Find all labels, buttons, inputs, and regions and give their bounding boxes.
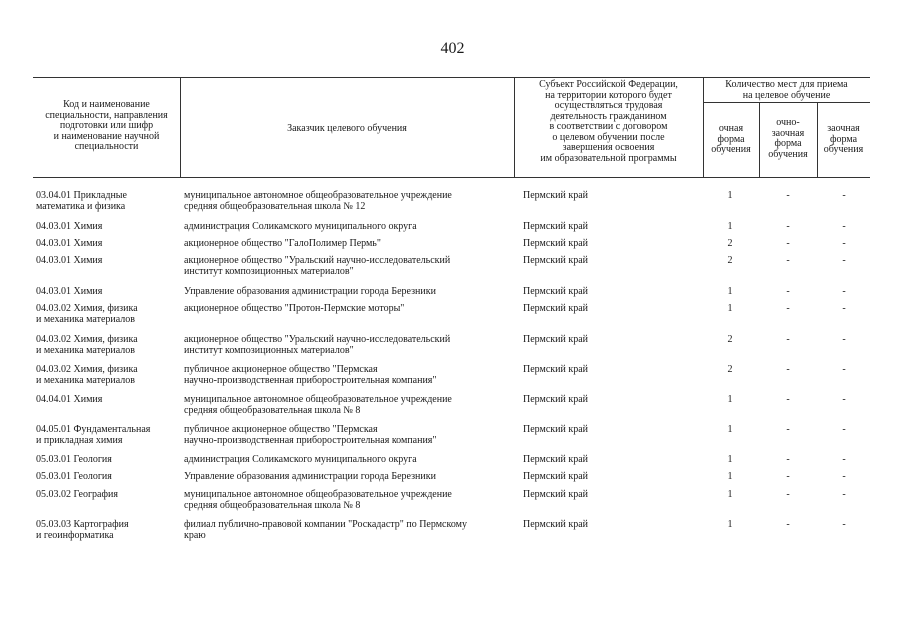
region-cell: Пермский край [523,519,588,530]
header-part-time: очно- заочная форма обучения [768,117,808,160]
part-time-count: - [786,471,790,482]
customer-cell: акционерное общество "Уральский научно-исследовательский институт композиционных материалов" [184,334,451,356]
part-time-count: - [786,454,790,465]
code-cell: 04.03.01 Химия [36,221,103,232]
region-cell: Пермский край [523,303,588,314]
extramural-count: - [842,334,846,345]
code-cell: 04.03.02 Химия, физика и механика материалов [36,364,138,386]
full-time-count: 2 [727,334,733,345]
extramural-count: - [842,221,846,232]
part-time-count: - [786,303,790,314]
extramural-count: - [842,471,846,482]
header-customer: Заказчик целевого обучения [287,123,407,134]
full-time-count: 1 [727,454,733,465]
customer-cell: муниципальное автономное общеобразовательное учреждение средняя общеобразовательная школа № 8 [184,394,452,416]
customer-cell: муниципальное автономное общеобразовательное учреждение средняя общеобразовательная школа № 12 [184,190,452,212]
code-cell: 04.04.01 Химия [36,394,103,405]
part-time-count: - [786,286,790,297]
customer-cell: муниципальное автономное общеобразовательное учреждение средняя общеобразовательная школа № 8 [184,489,452,511]
extramural-count: - [842,424,846,435]
part-time-count: - [786,424,790,435]
region-cell: Пермский край [523,221,588,232]
code-cell: 04.03.01 Химия [36,238,103,249]
extramural-count: - [842,519,846,530]
region-cell: Пермский край [523,394,588,405]
full-time-count: 1 [727,303,733,314]
full-time-count: 1 [727,424,733,435]
full-time-count: 1 [727,221,733,232]
part-time-count: - [786,221,790,232]
extramural-count: - [842,489,846,500]
customer-cell: Управление образования администрации города Березники [184,471,436,482]
extramural-count: - [842,190,846,201]
full-time-count: 1 [727,519,733,530]
code-cell: 04.03.01 Химия [36,286,103,297]
code-cell: 04.05.01 Фундаментальная и прикладная химия [36,424,151,446]
extramural-count: - [842,364,846,375]
region-cell: Пермский край [523,190,588,201]
region-cell: Пермский край [523,454,588,465]
code-cell: 05.03.01 Геология [36,454,112,465]
region-cell: Пермский край [523,364,588,375]
full-time-count: 2 [727,364,733,375]
extramural-count: - [842,255,846,266]
part-time-count: - [786,334,790,345]
customer-cell: публичное акционерное общество "Пермская научно-производственная приборостроительная компания" [184,364,437,386]
customer-cell: акционерное общество "Уральский научно-исследовательский институт композиционных материалов" [184,255,451,277]
part-time-count: - [786,190,790,201]
region-cell: Пермский край [523,334,588,345]
full-time-count: 1 [727,489,733,500]
code-cell: 04.03.02 Химия, физика и механика материалов [36,303,138,325]
customer-cell: публичное акционерное общество "Пермская научно-производственная приборостроительная компания" [184,424,437,446]
header-bottom-border [33,177,870,178]
full-time-count: 2 [727,255,733,266]
extramural-count: - [842,303,846,314]
customer-cell: акционерное общество "Протон-Пермские моторы" [184,303,405,314]
full-time-count: 1 [727,190,733,201]
region-cell: Пермский край [523,424,588,435]
header-places: Количество мест для приема на целевое обучение [725,79,848,101]
extramural-count: - [842,454,846,465]
table-top-border [33,77,870,78]
region-cell: Пермский край [523,286,588,297]
extramural-count: - [842,394,846,405]
customer-cell: акционерное общество "ГалоПолимер Пермь" [184,238,381,249]
code-cell: 05.03.01 Геология [36,471,112,482]
header-code: Код и наименование специальности, направления подготовки или шифр и наименование научной специальности [45,99,168,152]
full-time-count: 2 [727,238,733,249]
region-cell: Пермский край [523,489,588,500]
header-full-time: очная форма обучения [711,123,751,155]
part-time-count: - [786,519,790,530]
extramural-count: - [842,238,846,249]
region-cell: Пермский край [523,255,588,266]
full-time-count: 1 [727,471,733,482]
code-cell: 05.03.03 Картография и геоинформатика [36,519,129,541]
full-time-count: 1 [727,394,733,405]
part-time-count: - [786,255,790,266]
header-region: Субъект Российской Федерации, на территории которого будет осуществляться трудовая деятельность гражданином в соответствии с договором о целевом обучении после завершения освоения им образовательной программы [539,79,678,164]
code-cell: 04.03.02 Химия, физика и механика материалов [36,334,138,356]
part-time-count: - [786,489,790,500]
places-subheader-line [703,102,870,103]
region-cell: Пермский край [523,238,588,249]
header-extramural: заочная форма обучения [823,123,864,155]
full-time-count: 1 [727,286,733,297]
customer-cell: администрация Соликамского муниципального округа [184,221,417,232]
code-cell: 05.03.02 География [36,489,118,500]
customer-cell: филиал публично-правовой компании "Роскадастр" по Пермскому краю [184,519,467,541]
region-cell: Пермский край [523,471,588,482]
part-time-count: - [786,394,790,405]
code-cell: 04.03.01 Химия [36,255,103,266]
customer-cell: администрация Соликамского муниципального округа [184,454,417,465]
customer-cell: Управление образования администрации города Березники [184,286,436,297]
part-time-count: - [786,238,790,249]
code-cell: 03.04.01 Прикладные математика и физика [36,190,127,212]
page-number: 402 [440,40,465,57]
extramural-count: - [842,286,846,297]
part-time-count: - [786,364,790,375]
